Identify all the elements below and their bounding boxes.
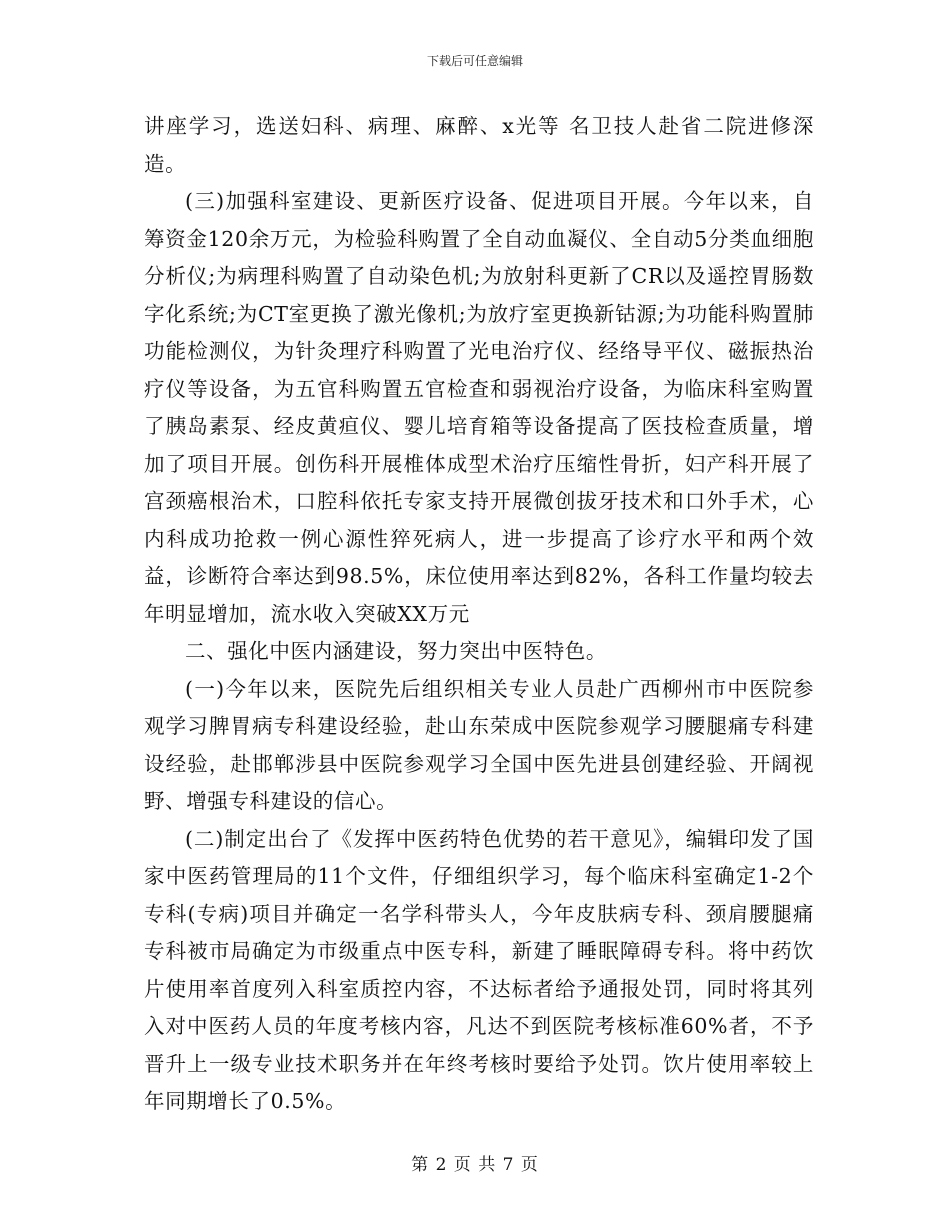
paragraph-equipment: (三)加强科室建设、更新医疗设备、促进项目开展。今年以来，自筹资金120余万元，为检验科购置了全自动血凝仪、全自动5分类血细胞分析仪;为病理科购置了自动染色机;为放射科更新了CR以及遥控胃肠数字化系统;为CT室更换了激光像机;为放疗室更换新钴源;为功能科购置肺功能检测仪，为针灸理疗科购置了光电治疗仪、经络导平仪、磁振热治疗仪等设备，为五官科购置五官检查和弱视治疗设备，为临床科室购置了胰岛素泵、经皮黄疸仪、婴儿培育箱等设备提高了医技检查质量，增加了项目开展。创伤科开展椎体成型术治疗压缩性骨折，妇产科开展了宫颈癌根治术，口腔科依托专家支持开展微创拔牙技术和口外手术，心内科成功抢救一例心源性猝死病人，进一步提高了诊疗水平和两个效益，诊断符合率达到98.5%，床位使用率达到82%，各科工作量均较去年明显增加，流水收入突破XX万元 xyxy=(144,189,815,626)
page-number: 第 2 页 共 7 页 xyxy=(411,1155,539,1175)
page-header: 下载后可任意编辑 xyxy=(426,54,523,68)
section-heading-tcm: 二、强化中医内涵建设，努力突出中医特色。 xyxy=(185,639,607,663)
document-body xyxy=(144,108,814,1121)
paragraph-policy: (二)制定出台了《发挥中医药特色优势的若干意见》，编辑印发了国家中医药管理局的11个文件，仔细组织学习，每个临床科室确定1-2个专科(专病)项目并确定一名学科带头人，今年皮肤病专科、颈肩腰腿痛专科被市局确定为市级重点中医专科，新建了睡眠障碍专科。将中药饮片使用率首度列入科室质控内容，不达标者给予通报处罚，同时将其列入对中医药人员的年度考核内容，凡达不到医院考核标准60%者，不予晋升上一级专业技术职务并在年终考核时要给予处罚。饮片使用率较上年同期增长了0.5%。 xyxy=(144,826,814,1113)
paragraph-study-visits: (一)今年以来，医院先后组织相关专业人员赴广西柳州市中医院参观学习脾胃病专科建设经验，赴山东荣成中医院参观学习腰腿痛专科建设经验，赴邯郸涉县中医院参观学习全国中医先进县创建经验、开阔视野、增强专科建设的信心。 xyxy=(144,676,814,813)
paragraph-continuation: 讲座学习，选送妇科、病理、麻醉、x光等 名卫技人赴省二院进修深造。 xyxy=(144,114,814,176)
